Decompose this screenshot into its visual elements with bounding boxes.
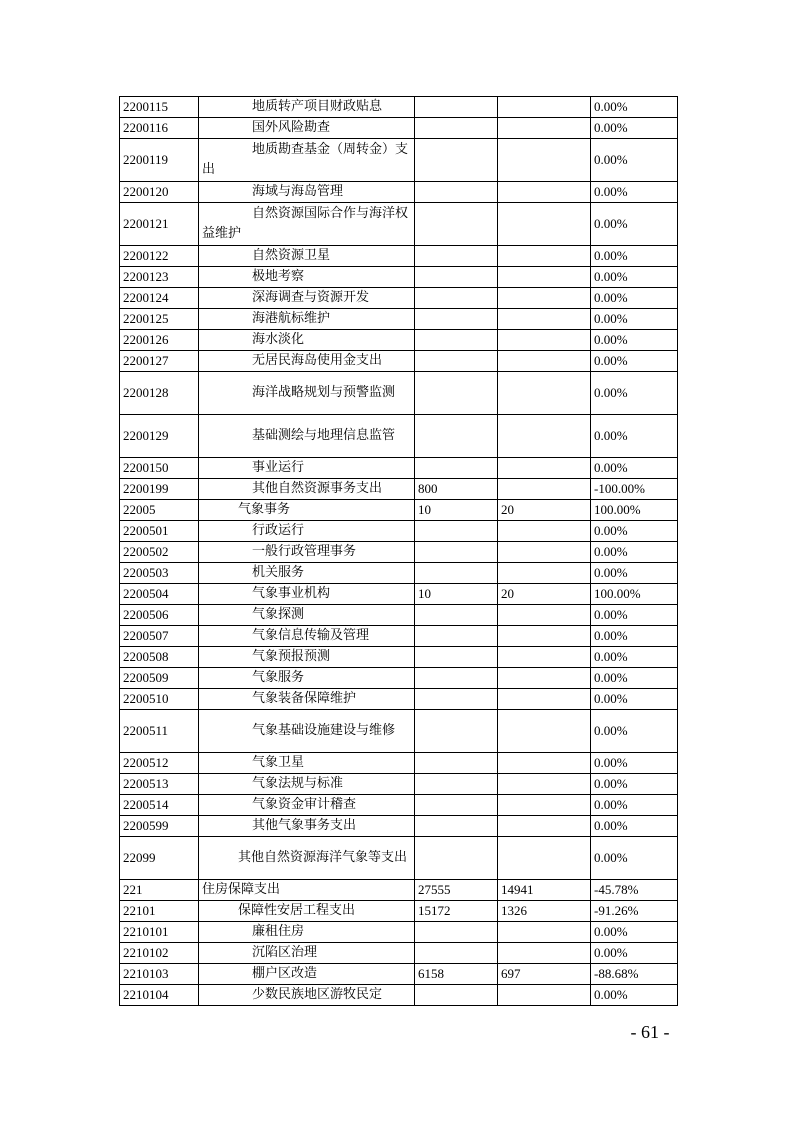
table-row <box>120 795 678 816</box>
table-row <box>120 710 678 753</box>
table-row <box>120 458 678 479</box>
cell-amount-a <box>415 97 498 118</box>
table-row <box>120 500 678 521</box>
cell-item-name: 基础测绘与地理信息监管 <box>199 415 415 458</box>
cell-code: 2200507 <box>120 626 199 647</box>
cell-amount-b: 20 <box>498 500 591 521</box>
cell-item-name: 海域与海岛管理 <box>199 182 415 203</box>
table-row <box>120 246 678 267</box>
cell-amount-b <box>498 288 591 309</box>
cell-amount-a <box>415 372 498 415</box>
cell-code: 2200510 <box>120 689 199 710</box>
cell-code: 2200512 <box>120 753 199 774</box>
cell-code: 2200115 <box>120 97 199 118</box>
cell-code: 22101 <box>120 901 199 922</box>
cell-change-rate: -91.26% <box>591 901 678 922</box>
cell-item-name: 国外风险勘查 <box>199 118 415 139</box>
cell-code: 2200128 <box>120 372 199 415</box>
cell-item-name: 气象装备保障维护 <box>199 689 415 710</box>
cell-change-rate: 0.00% <box>591 710 678 753</box>
table-row <box>120 922 678 943</box>
table-row <box>120 288 678 309</box>
cell-code: 2210101 <box>120 922 199 943</box>
cell-amount-a <box>415 330 498 351</box>
table-row <box>120 943 678 964</box>
cell-change-rate: 0.00% <box>591 267 678 288</box>
cell-change-rate: 0.00% <box>591 689 678 710</box>
table-row <box>120 542 678 563</box>
cell-amount-a <box>415 351 498 372</box>
table-row <box>120 563 678 584</box>
cell-amount-b <box>498 922 591 943</box>
cell-amount-b <box>498 710 591 753</box>
cell-amount-b <box>498 668 591 689</box>
cell-code: 2200509 <box>120 668 199 689</box>
cell-change-rate: 0.00% <box>591 139 678 182</box>
cell-amount-b <box>498 458 591 479</box>
cell-amount-b <box>498 139 591 182</box>
cell-code: 2200513 <box>120 774 199 795</box>
cell-amount-a <box>415 309 498 330</box>
cell-amount-a <box>415 203 498 246</box>
cell-change-rate: 0.00% <box>591 922 678 943</box>
cell-amount-a <box>415 837 498 880</box>
cell-change-rate: -100.00% <box>591 479 678 500</box>
budget-table <box>119 96 678 1006</box>
page-number: - 61 - <box>630 1022 670 1042</box>
cell-change-rate: 0.00% <box>591 458 678 479</box>
cell-change-rate: 0.00% <box>591 605 678 626</box>
cell-code: 2210102 <box>120 943 199 964</box>
cell-amount-b <box>498 351 591 372</box>
cell-item-name: 深海调查与资源开发 <box>199 288 415 309</box>
cell-code: 2200150 <box>120 458 199 479</box>
cell-code: 2200199 <box>120 479 199 500</box>
cell-change-rate: 0.00% <box>591 309 678 330</box>
cell-amount-a <box>415 288 498 309</box>
table-row <box>120 626 678 647</box>
cell-change-rate: 0.00% <box>591 837 678 880</box>
cell-change-rate: 0.00% <box>591 330 678 351</box>
cell-change-rate: 0.00% <box>591 97 678 118</box>
cell-change-rate: 0.00% <box>591 542 678 563</box>
cell-code: 2210104 <box>120 985 199 1006</box>
cell-amount-a: 800 <box>415 479 498 500</box>
cell-item-name: 气象资金审计稽查 <box>199 795 415 816</box>
cell-amount-b: 1326 <box>498 901 591 922</box>
cell-amount-a <box>415 542 498 563</box>
cell-item-name: 气象卫星 <box>199 753 415 774</box>
cell-code: 2210103 <box>120 964 199 985</box>
cell-item-name: 其他自然资源海洋气象等支出 <box>199 837 415 880</box>
cell-amount-b <box>498 372 591 415</box>
table-row <box>120 415 678 458</box>
cell-code: 2200599 <box>120 816 199 837</box>
cell-change-rate: 0.00% <box>591 372 678 415</box>
table-row <box>120 521 678 542</box>
cell-code: 22099 <box>120 837 199 880</box>
cell-amount-a <box>415 246 498 267</box>
cell-item-name: 地质转产项目财政贴息 <box>199 97 415 118</box>
cell-amount-a: 27555 <box>415 880 498 901</box>
cell-change-rate: 0.00% <box>591 626 678 647</box>
cell-amount-b <box>498 943 591 964</box>
cell-amount-b <box>498 118 591 139</box>
cell-change-rate: 0.00% <box>591 795 678 816</box>
cell-code: 2200511 <box>120 710 199 753</box>
cell-amount-a <box>415 458 498 479</box>
cell-change-rate: 0.00% <box>591 521 678 542</box>
table-row <box>120 837 678 880</box>
cell-code: 2200514 <box>120 795 199 816</box>
cell-change-rate: 100.00% <box>591 584 678 605</box>
table-row <box>120 309 678 330</box>
table-row <box>120 901 678 922</box>
cell-amount-a <box>415 626 498 647</box>
table-row <box>120 351 678 372</box>
table-row <box>120 97 678 118</box>
cell-amount-a: 6158 <box>415 964 498 985</box>
cell-change-rate: 0.00% <box>591 118 678 139</box>
cell-amount-a <box>415 605 498 626</box>
cell-code: 2200508 <box>120 647 199 668</box>
cell-change-rate: 0.00% <box>591 668 678 689</box>
table-row <box>120 647 678 668</box>
cell-item-name: 廉租住房 <box>199 922 415 943</box>
cell-amount-a <box>415 118 498 139</box>
cell-amount-b <box>498 479 591 500</box>
cell-amount-a <box>415 647 498 668</box>
cell-amount-b <box>498 563 591 584</box>
cell-change-rate: 0.00% <box>591 288 678 309</box>
cell-code: 2200122 <box>120 246 199 267</box>
cell-amount-b <box>498 985 591 1006</box>
cell-amount-a: 10 <box>415 500 498 521</box>
cell-amount-b <box>498 415 591 458</box>
cell-code: 2200121 <box>120 203 199 246</box>
cell-amount-b <box>498 542 591 563</box>
cell-item-name: 少数民族地区游牧民定 <box>199 985 415 1006</box>
cell-change-rate: 0.00% <box>591 203 678 246</box>
cell-amount-a <box>415 415 498 458</box>
cell-amount-b <box>498 795 591 816</box>
cell-change-rate: 0.00% <box>591 351 678 372</box>
table-row <box>120 605 678 626</box>
table-row <box>120 330 678 351</box>
cell-amount-a <box>415 795 498 816</box>
table-row <box>120 182 678 203</box>
table-row <box>120 964 678 985</box>
cell-item-name: 海港航标维护 <box>199 309 415 330</box>
table-row <box>120 689 678 710</box>
cell-item-name: 海水淡化 <box>199 330 415 351</box>
cell-amount-a <box>415 710 498 753</box>
cell-amount-b <box>498 689 591 710</box>
table-row <box>120 267 678 288</box>
cell-item-name: 机关服务 <box>199 563 415 584</box>
cell-item-name: 气象探测 <box>199 605 415 626</box>
cell-change-rate: 100.00% <box>591 500 678 521</box>
cell-amount-a <box>415 267 498 288</box>
cell-change-rate: 0.00% <box>591 985 678 1006</box>
cell-item-name: 棚户区改造 <box>199 964 415 985</box>
cell-code: 2200123 <box>120 267 199 288</box>
cell-code: 2200116 <box>120 118 199 139</box>
cell-amount-b: 20 <box>498 584 591 605</box>
cell-change-rate: -88.68% <box>591 964 678 985</box>
cell-item-name: 极地考察 <box>199 267 415 288</box>
cell-code: 2200124 <box>120 288 199 309</box>
cell-item-name: 气象信息传输及管理 <box>199 626 415 647</box>
cell-amount-b <box>498 521 591 542</box>
cell-item-name: 保障性安居工程支出 <box>199 901 415 922</box>
cell-amount-a <box>415 774 498 795</box>
cell-amount-b: 14941 <box>498 880 591 901</box>
cell-item-name: 行政运行 <box>199 521 415 542</box>
cell-amount-b: 697 <box>498 964 591 985</box>
cell-amount-b <box>498 203 591 246</box>
table-row <box>120 584 678 605</box>
cell-change-rate: 0.00% <box>591 753 678 774</box>
cell-amount-a <box>415 182 498 203</box>
table-row <box>120 668 678 689</box>
cell-item-name: 海洋战略规划与预警监测 <box>199 372 415 415</box>
cell-code: 2200502 <box>120 542 199 563</box>
table-row <box>120 753 678 774</box>
cell-amount-a <box>415 668 498 689</box>
cell-code: 2200506 <box>120 605 199 626</box>
cell-item-name: 自然资源国际合作与海洋权益维护 <box>199 203 415 246</box>
cell-amount-a <box>415 139 498 182</box>
table-row <box>120 118 678 139</box>
table-row <box>120 479 678 500</box>
cell-item-name: 气象事务 <box>199 500 415 521</box>
cell-change-rate: 0.00% <box>591 774 678 795</box>
cell-change-rate: -45.78% <box>591 880 678 901</box>
cell-item-name: 地质勘查基金（周转金）支出 <box>199 139 415 182</box>
cell-change-rate: 0.00% <box>591 182 678 203</box>
cell-amount-a <box>415 753 498 774</box>
cell-code: 22005 <box>120 500 199 521</box>
cell-change-rate: 0.00% <box>591 943 678 964</box>
cell-amount-b <box>498 774 591 795</box>
cell-change-rate: 0.00% <box>591 246 678 267</box>
cell-code: 2200120 <box>120 182 199 203</box>
cell-item-name: 无居民海岛使用金支出 <box>199 351 415 372</box>
cell-code: 2200126 <box>120 330 199 351</box>
cell-amount-b <box>498 330 591 351</box>
cell-item-name: 气象事业机构 <box>199 584 415 605</box>
cell-amount-b <box>498 97 591 118</box>
cell-amount-a <box>415 985 498 1006</box>
cell-amount-b <box>498 816 591 837</box>
table-row <box>120 139 678 182</box>
cell-item-name: 气象预报预测 <box>199 647 415 668</box>
cell-amount-b <box>498 837 591 880</box>
cell-code: 2200127 <box>120 351 199 372</box>
cell-code: 221 <box>120 880 199 901</box>
cell-item-name: 一般行政管理事务 <box>199 542 415 563</box>
cell-amount-b <box>498 182 591 203</box>
cell-code: 2200129 <box>120 415 199 458</box>
cell-amount-a <box>415 816 498 837</box>
cell-amount-a <box>415 563 498 584</box>
cell-amount-a <box>415 521 498 542</box>
cell-change-rate: 0.00% <box>591 816 678 837</box>
cell-amount-b <box>498 605 591 626</box>
cell-item-name: 自然资源卫星 <box>199 246 415 267</box>
cell-code: 2200125 <box>120 309 199 330</box>
cell-amount-b <box>498 309 591 330</box>
cell-amount-b <box>498 267 591 288</box>
table-row <box>120 372 678 415</box>
cell-amount-a <box>415 922 498 943</box>
table-row <box>120 985 678 1006</box>
cell-change-rate: 0.00% <box>591 647 678 668</box>
cell-amount-a: 15172 <box>415 901 498 922</box>
table-row <box>120 816 678 837</box>
table-row <box>120 880 678 901</box>
cell-item-name: 沉陷区治理 <box>199 943 415 964</box>
cell-item-name: 气象基础设施建设与维修 <box>199 710 415 753</box>
cell-amount-a <box>415 943 498 964</box>
cell-amount-a: 10 <box>415 584 498 605</box>
cell-item-name: 其他气象事务支出 <box>199 816 415 837</box>
cell-code: 2200503 <box>120 563 199 584</box>
cell-item-name: 气象服务 <box>199 668 415 689</box>
cell-amount-b <box>498 753 591 774</box>
cell-item-name: 其他自然资源事务支出 <box>199 479 415 500</box>
cell-change-rate: 0.00% <box>591 415 678 458</box>
cell-amount-a <box>415 689 498 710</box>
table-body <box>120 97 678 1006</box>
cell-amount-b <box>498 246 591 267</box>
cell-code: 2200504 <box>120 584 199 605</box>
cell-item-name: 事业运行 <box>199 458 415 479</box>
cell-amount-b <box>498 626 591 647</box>
cell-amount-b <box>498 647 591 668</box>
cell-item-name: 住房保障支出 <box>199 880 415 901</box>
cell-code: 2200501 <box>120 521 199 542</box>
cell-change-rate: 0.00% <box>591 563 678 584</box>
table-row <box>120 203 678 246</box>
cell-code: 2200119 <box>120 139 199 182</box>
table-row <box>120 774 678 795</box>
cell-item-name: 气象法规与标准 <box>199 774 415 795</box>
